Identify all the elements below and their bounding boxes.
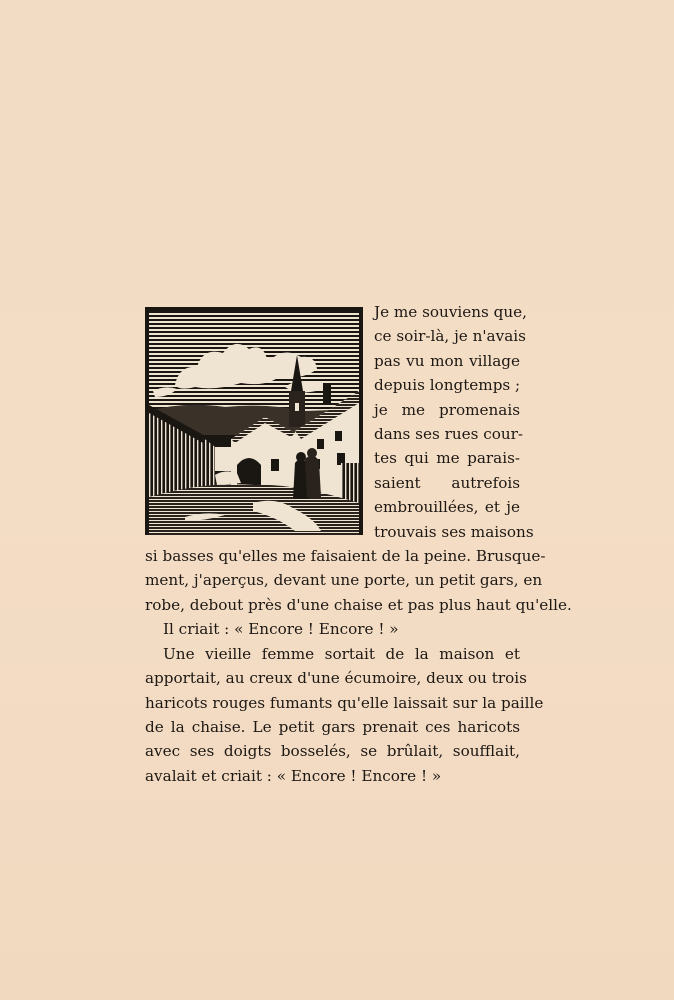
text-line: Une vieille femme sortait de la maison et [163,644,520,663]
text-line: trouvais ses maisons [374,522,534,541]
text-line: saient autrefois [374,473,520,492]
text-line: je me promenais [374,400,520,419]
text-line: si basses qu'elles me faisaient de la peine. Brusque- [145,547,546,566]
text-line: apportait, au creux d'une écumoire, deux ou trois [145,669,527,688]
text-line: dans ses rues cour- [374,425,524,444]
text-line: robe, debout près d'une chaise et pas plus haut qu'elle. [145,595,572,614]
text-line: pas vu mon village [374,351,520,370]
text-line: embrouillées, et je [374,498,520,517]
text-line: avec ses doigts bosselés, se brûlait, soufflait, [145,742,520,761]
village-street-woodcut [145,307,363,535]
text-line: de la chaise. Le petit gars prenait ces haricots [145,717,520,736]
text-line: haricots rouges fumants qu'elle laissait sur la paille [145,693,544,712]
woodcut-illustration [145,307,363,535]
text-line: avalait et criait : « Encore ! Encore ! » [145,766,442,785]
text-line: Je me souviens que, [374,303,527,321]
text-line: ce soir-là, je n'avais [374,327,526,346]
text-line: ment, j'aperçus, devant une porte, un petit gars, en [145,571,543,590]
text-block [145,300,572,788]
text-line: depuis longtemps ; [374,376,521,395]
text-line: Il criait : « Encore ! Encore ! » [163,620,399,639]
text-line: tes qui me parais- [374,449,520,468]
